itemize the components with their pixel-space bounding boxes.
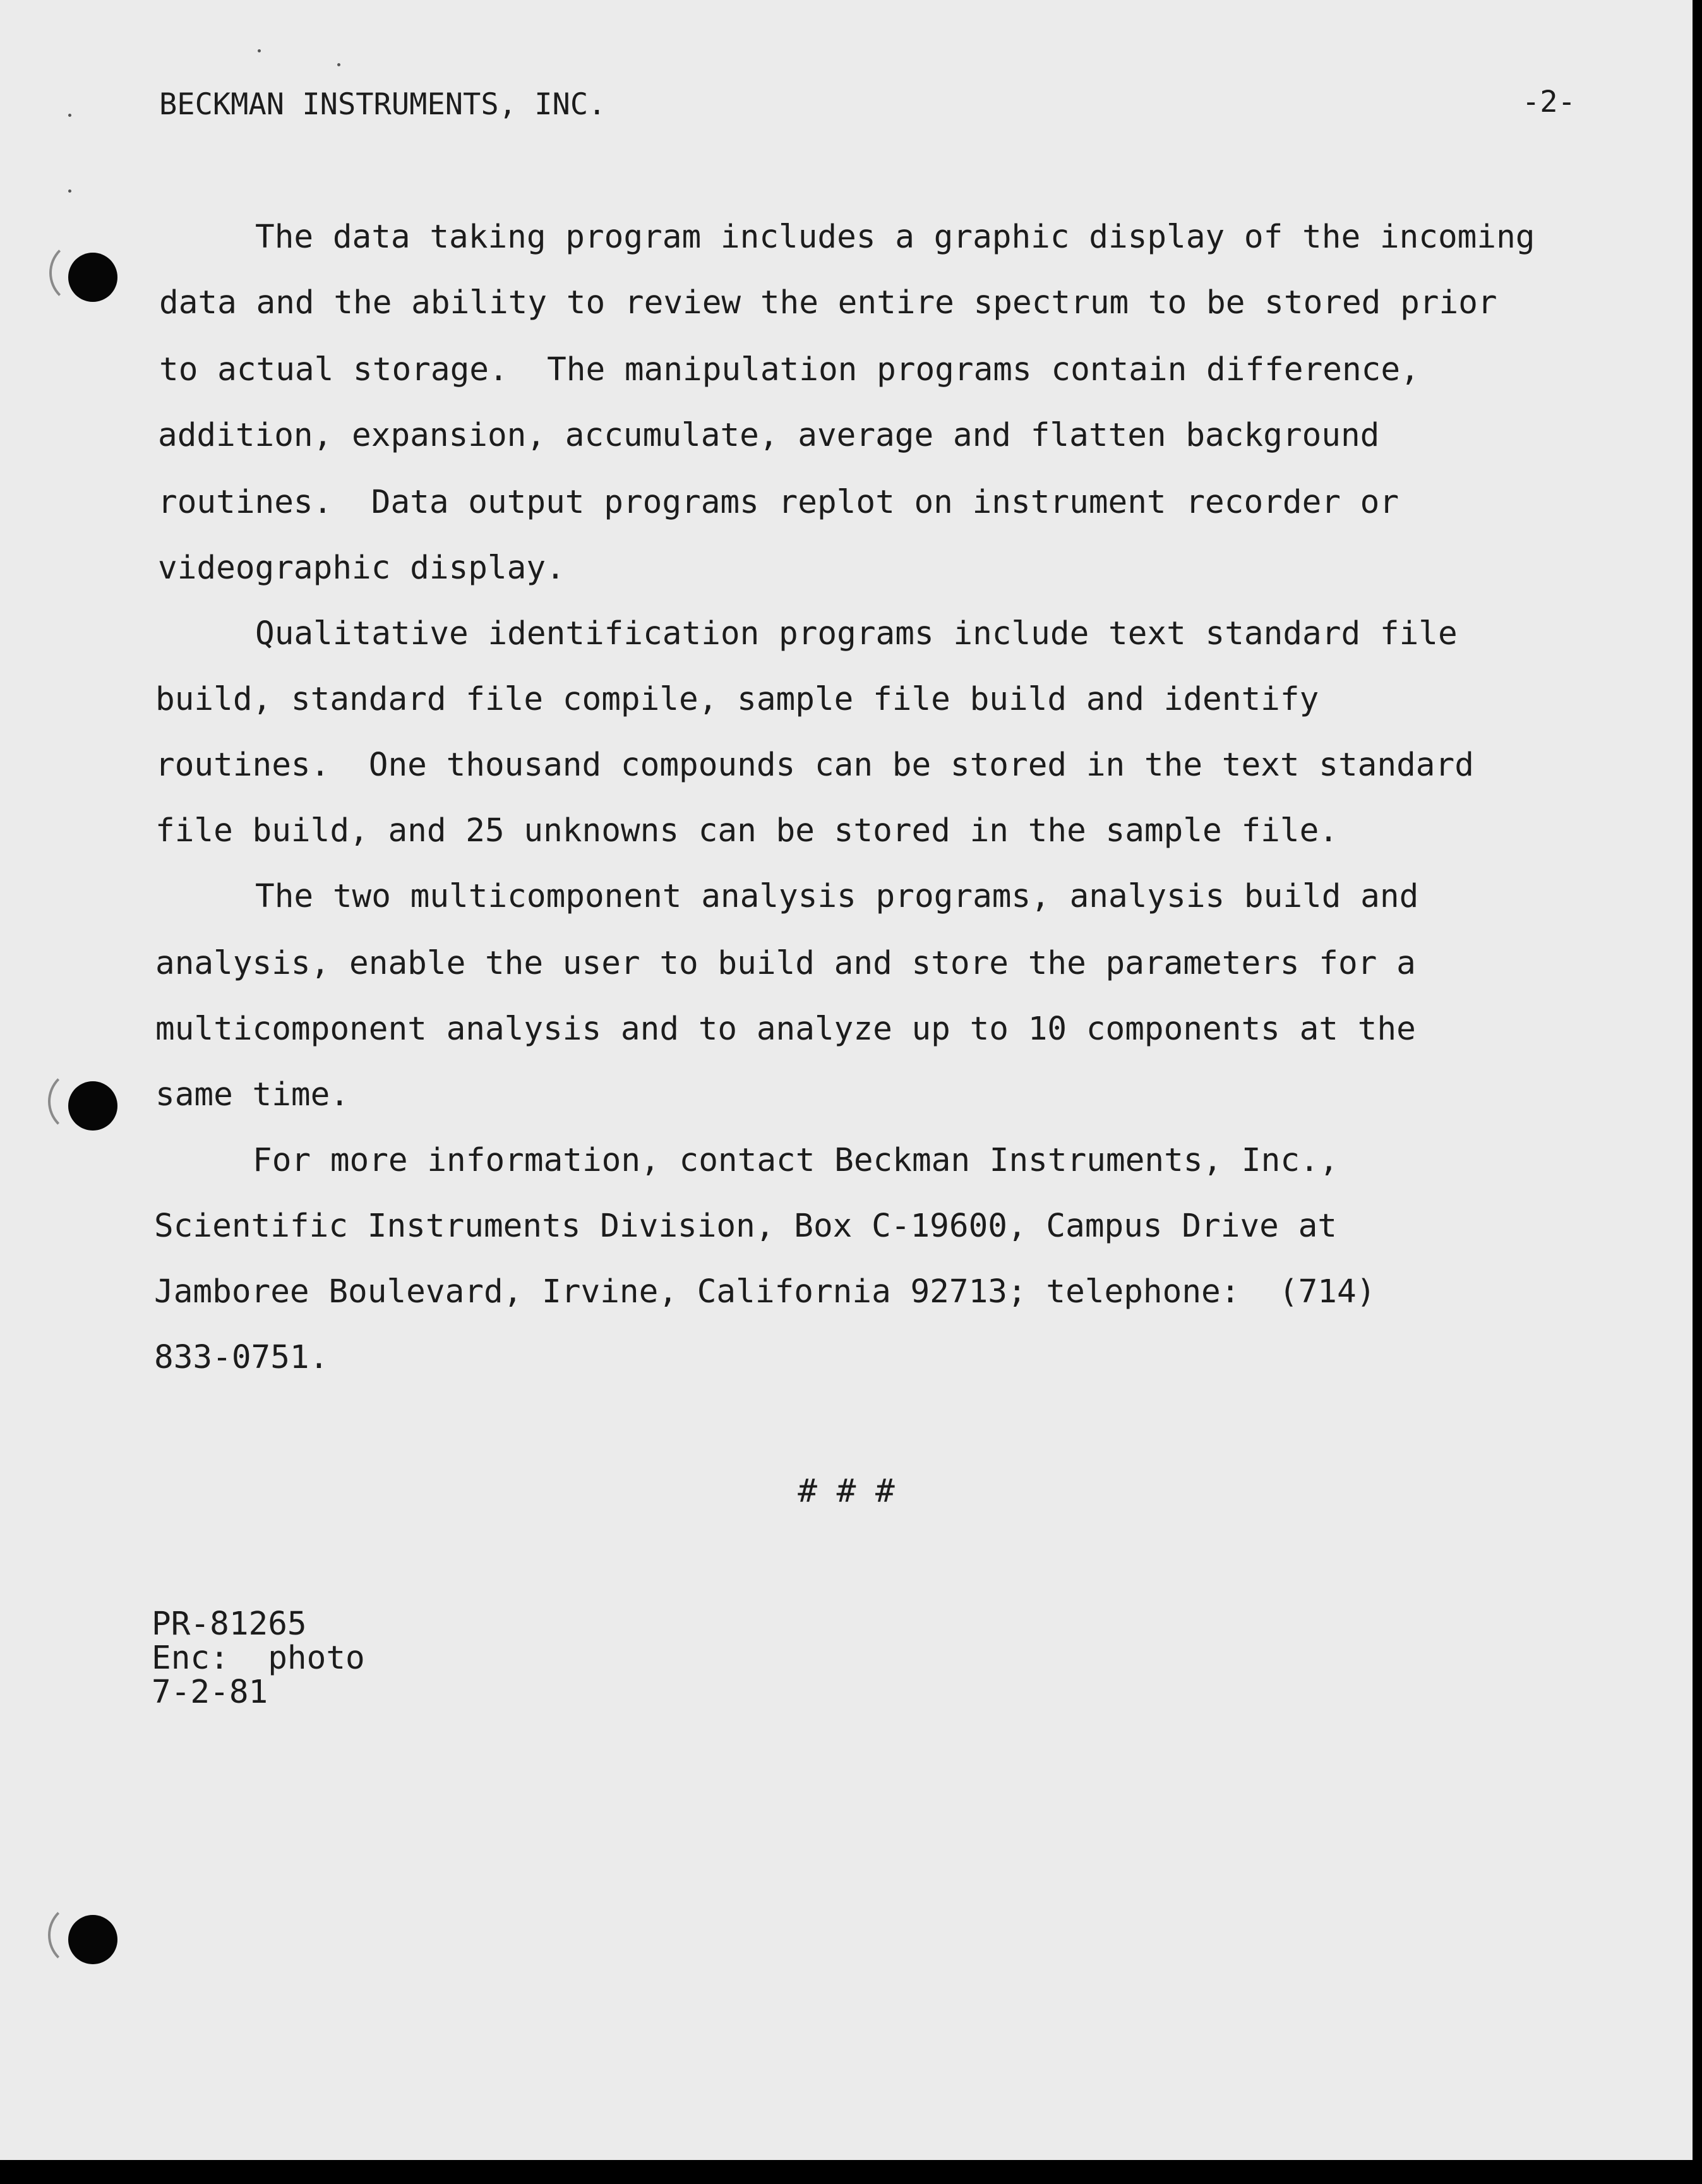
body-line-4: addition, expansion, accumulate, average and flatten background — [158, 417, 1380, 454]
speck — [337, 63, 340, 66]
speck — [68, 114, 71, 117]
end-mark: # # # — [798, 1473, 895, 1510]
body-line-15: For more information, contact Beckman Instruments, Inc., — [253, 1142, 1339, 1179]
body-line-10: file build, and 25 unknowns can be stored in the sample file. — [155, 812, 1338, 849]
body-line-5: routines. Data output programs replot on instrument recorder or — [158, 484, 1399, 521]
body-line-11: The two multicomponent analysis programs, analysis build and — [255, 878, 1419, 915]
company-header: BECKMAN INSTRUMENTS, INC. — [159, 87, 606, 122]
body-line-9: routines. One thousand compounds can be stored in the text standard — [155, 747, 1474, 784]
body-line-6: videographic display. — [158, 549, 565, 587]
body-line-18: 833-0751. — [154, 1339, 329, 1376]
speck — [68, 189, 71, 193]
punch-hole-bottom — [68, 1915, 117, 1964]
release-number: PR-81265 — [152, 1605, 307, 1643]
body-line-3: to actual storage. The manipulation programs contain difference, — [159, 351, 1420, 388]
body-line-7: Qualitative identification programs include text standard file — [255, 615, 1458, 652]
body-line-13: multicomponent analysis and to analyze up to 10 components at the — [155, 1011, 1416, 1048]
speck — [258, 49, 261, 52]
body-line-16: Scientific Instruments Division, Box C-19600, Campus Drive at — [154, 1208, 1337, 1245]
punch-hole-middle — [68, 1081, 117, 1131]
page-number: -2- — [1522, 85, 1576, 119]
enclosure-note: Enc: photo — [152, 1640, 365, 1677]
body-line-1: The data taking program includes a graphic display of the incoming — [255, 219, 1535, 256]
release-date: 7-2-81 — [152, 1674, 268, 1711]
body-line-8: build, standard file compile, sample file build and identify — [155, 681, 1319, 718]
body-line-2: data and the ability to review the entire spectrum to be stored prior — [159, 284, 1497, 321]
body-line-14: same time. — [155, 1076, 350, 1113]
body-line-12: analysis, enable the user to build and store the parameters for a — [155, 945, 1416, 982]
body-line-17: Jamboree Boulevard, Irvine, California 92713; telephone: (714) — [154, 1273, 1376, 1311]
punch-hole-top — [68, 253, 117, 302]
